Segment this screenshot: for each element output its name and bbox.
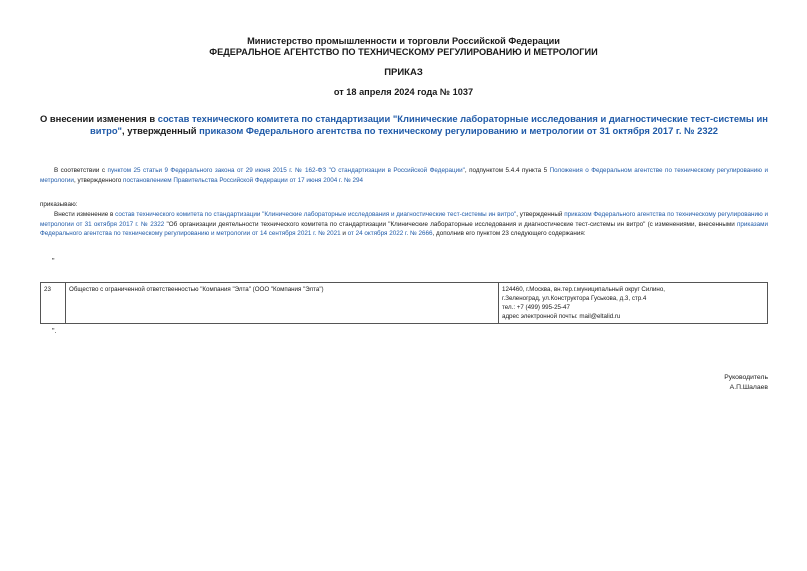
address-line-1: 124460, г.Москва, вн.тер.г.муниципальный округ Силино, (502, 286, 665, 293)
subject-text-2: , утвержденный (122, 125, 200, 136)
address-line-2: г.Зеленоград, ул.Конструктора Гуськова, д.3, стр.4 (502, 295, 647, 302)
signer-position: Руководитель (724, 374, 768, 381)
table-row (41, 283, 768, 324)
link-order-2666[interactable]: от 24 октября 2022 г. № 2666 (347, 230, 433, 237)
order-text-5: , дополнив его пунктом 23 следующего содержания: (432, 230, 586, 237)
order-date: от 18 апреля 2024 года № 1037 (333, 87, 474, 97)
link-government-decree[interactable]: постановлением Правительства Российской Федерации от 17 июня 2004 г. № 294 (123, 176, 363, 184)
subject-link-committee[interactable]: состав технического комитета по стандартизации "Клинические лабораторные исследования и диагностические тест-системы ин витро" (89, 113, 768, 136)
preamble-text-1: В соответствии с (54, 167, 108, 174)
order-text-1: Внести изменение в (54, 211, 116, 218)
signer-name: А.П.Шалаев (729, 384, 768, 391)
organization-name: Общество с ограниченной ответственностью "Компания "Элта" (ООО "Компания "Элта") (66, 283, 499, 324)
link-committee-composition[interactable]: состав технического комитета по стандартизации "Клинические лабораторные исследования и диагностические тест-системы ин витро" (115, 211, 517, 218)
order-text-4: и (340, 230, 348, 237)
email: адрес электронной почты: mail@eltalid.ru (502, 313, 621, 320)
row-number: 23 (41, 283, 66, 324)
preamble-paragraph (40, 166, 768, 185)
organization-contacts (499, 283, 768, 324)
ministry-name: Министерство промышленности и торговли Российской Федерации (247, 36, 560, 46)
amendment-table (40, 282, 768, 324)
link-federal-law[interactable]: пунктом 25 статьи 9 Федерального закона от 29 июня 2015 г. № 162-ФЗ "О стандартизации в Российской Федерации" (107, 167, 465, 174)
preamble-text-2: , подпунктом 5.4.4 пункта 5 (464, 167, 550, 174)
link-order-2322[interactable]: приказом Федерального агентства по техническому регулированию и метрологии от 31 октября 2017 г. № 2322 (40, 211, 768, 228)
order-subject (34, 113, 774, 137)
subject-link-order-2322[interactable]: приказом Федерального агентства по техническому регулированию и метрологии от 31 октября 2017 г. № 2322 (199, 125, 719, 136)
order-text-3: "Об организации деятельности технического комитета по стандартизации "Клинические лабораторные исследования и диагностические тест-системы ин витро" (с изменениями, внесенными (164, 220, 737, 228)
signature-block (724, 373, 768, 393)
link-agency-regulation[interactable]: Положения о Федеральном агентстве по техническому регулированию и метрологии (40, 167, 769, 184)
order-paragraph (40, 210, 768, 239)
quote-close: ". (52, 328, 57, 335)
subject-text-1: О внесении изменения в (40, 113, 158, 124)
phone: тел.: +7 (499) 995-25-47 (502, 304, 570, 311)
preamble-text-3: , утвержденного (73, 176, 124, 184)
quote-open: " (52, 258, 55, 265)
order-text-2: , утвержденный (516, 211, 565, 218)
order-title: ПРИКАЗ (384, 67, 423, 78)
link-order-2021[interactable]: приказами Федерального агентства по техническому регулированию и метрологии от 14 сентября 2021 г. № 2021 (40, 220, 768, 237)
agency-name: ФЕДЕРАЛЬНОЕ АГЕНТСТВО ПО ТЕХНИЧЕСКОМУ РЕГУЛИРОВАНИЮ И МЕТРОЛОГИИ (209, 47, 598, 57)
ordered-label: приказываю: (40, 201, 78, 208)
